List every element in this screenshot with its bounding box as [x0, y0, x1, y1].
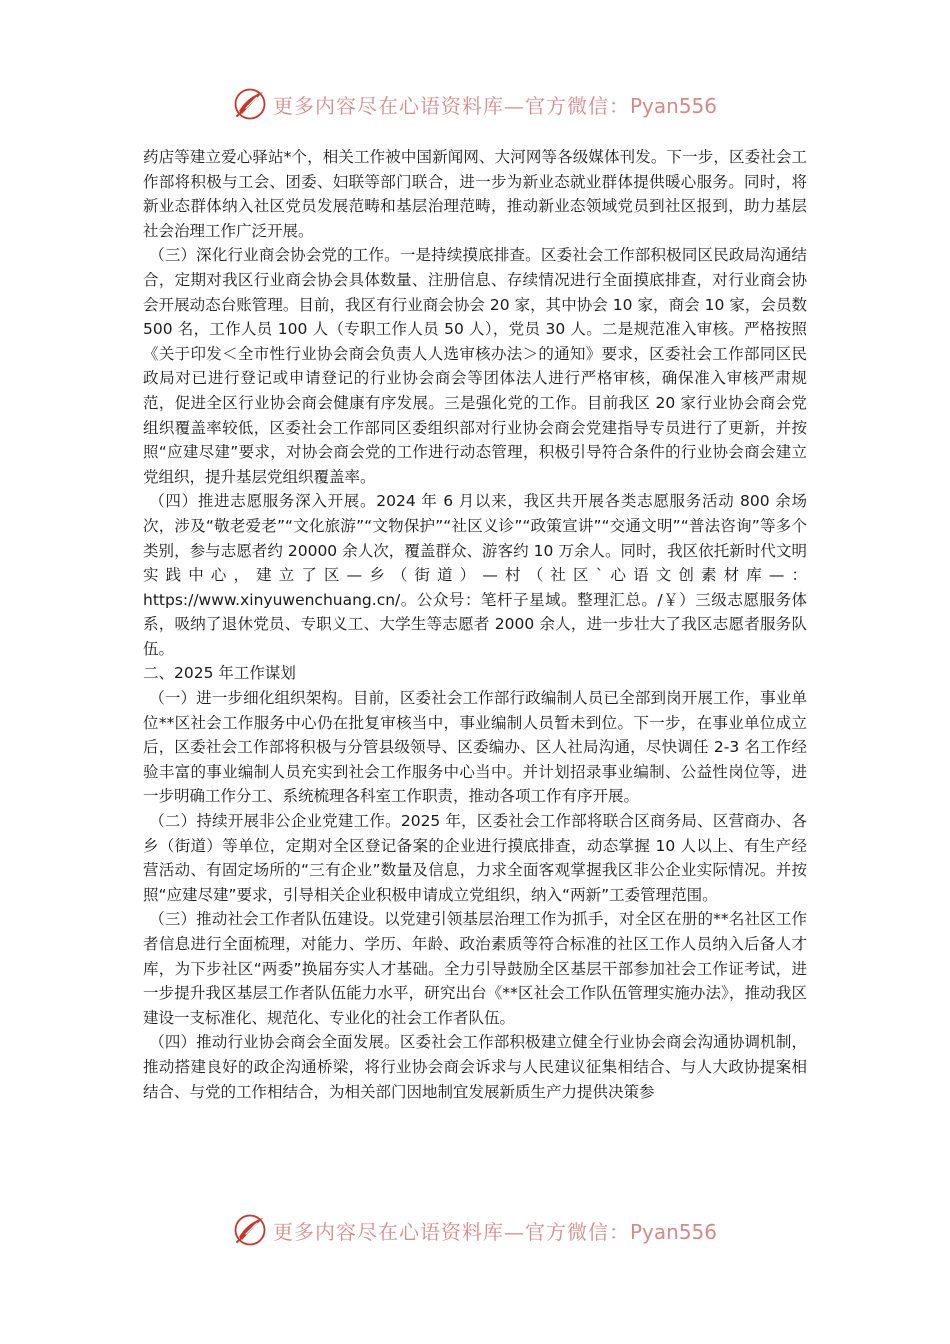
document-body — [143, 145, 807, 1104]
watermark-banner-top — [0, 82, 950, 126]
watermark-text: 更多内容尽在心语资料库—官方微信：Pyan556 — [272, 1219, 717, 1244]
watermark-wechat-id: Pyan556 — [629, 93, 717, 118]
pen-feather-logo-icon — [233, 1213, 267, 1247]
section-heading: 二、2025 年工作谋划 — [143, 664, 296, 683]
paragraph-8: （四）推动行业协会商会全面发展。区委社会工作部积极建立健全行业协会商会沟通协调机制，推动搭建良好的政企沟通桥梁，将行业协会商会诉求与人民建议征集相结合、与人大政协提案相结合、与党的工作相结合，为相关部门因地制宜发展新质生产力提供决策参 — [143, 1033, 807, 1101]
watermark-banner-bottom — [0, 1208, 950, 1252]
watermark-text: 更多内容尽在心语资料库—官方微信：Pyan556 — [272, 93, 717, 118]
watermark-wechat-id: Pyan556 — [629, 1219, 717, 1244]
paragraph-3: （四）推进志愿服务深入开展。2024 年 6 月以来，我区共开展各类志愿服务活动 800 余场次，涉及“敬老爱老”“文化旅游”“文物保护”“社区义诊”“政策宣讲”“交通文明”“普法咨询”等多个类别，参与志愿者约 20000 余人次，覆盖群众、游客约 10 万余人。同时，我区依托新时代文明实践中心，建立了区—乡（街道）—村（社区`心语文创素材库—：https://www.xinyuwenchuang.cn/。公众号：笔杆子星域。整理汇总。/￥）三级志愿服务体系，吸纳了退休党员、专职义工、大学生等志愿者 2000 余人，进一步壮大了我区志愿者服务队伍。 — [143, 492, 807, 658]
paragraph-1: 药店等建立爱心驿站*个，相关工作被中国新闻网、大河网等各级媒体刊发。下一步，区委社会工作部将积极与工会、团委、妇联等部门联合，进一步为新业态就业群体提供暖心服务。同时，将新业态群体纳入社区党员发展范畴和基层治理范畴，推动新业态领域党员到社区报到，助力基层社会治理工作广泛开展。 — [143, 148, 807, 240]
paragraph-2: （三）深化行业商会协会党的工作。一是持续摸底排查。区委社会工作部积极同区民政局沟通结合，定期对我区行业商会协会具体数量、注册信息、存续情况进行全面摸底排查，对行业商会协会开展动态台账管理。目前，我区有行业商会协会 20 家，其中协会 10 家，商会 10 家，会员数 500 名，工作人员 100 人（专职工作人员 50 人），党员 30 人。二是规范准入审核。严格按照《关于印发＜全市性行业协会商会负责人人选审核办法＞的通知》要求，区委社会工作部同区民政局对已进行登记或申请登记的行业协会商会等团体法人进行严格审核，确保准入审核严肃规范，促进全区行业协会商会健康有序发展。三是强化党的工作。目前我区 20 家行业协会商会党组织覆盖率较低，区委社会工作部同区委组织部对行业协会商会党建指导专员进行了更新，并按照“应建尽建”要求，对协会商会党的工作进行动态管理，积极引导符合条件的行业协会商会建立党组织，提升基层党组织覆盖率。 — [143, 246, 807, 486]
pen-feather-logo-icon — [233, 87, 267, 121]
paragraph-5: （一）进一步细化组织架构。目前，区委社会工作部行政编制人员已全部到岗开展工作，事业单位**区社会工作服务中心仍在批复审核当中，事业编制人员暂未到位。下一步，在事业单位成立后，区委社会工作部将积极与分管县级领导、区委编办、区人社局沟通，尽快调任 2-3 名工作经验丰富的事业编制人员充实到社会工作服务中心当中。并计划招录事业编制、公益性岗位等，进一步明确工作分工、系统梳理各科室工作职责，推动各项工作有序开展。 — [143, 689, 807, 806]
paragraph-6: （二）持续开展非公企业党建工作。2025 年，区委社会工作部将联合区商务局、区营商办、各乡（街道）等单位，定期对全区登记备案的企业进行摸底排查，动态掌握 10 人以上、有生产经营活动、有固定场所的“三有企业”数量及信息，力求全面客观掌握我区非公企业实际情况。并按照“应建尽建”要求，引导相关企业积极申请成立党组织，纳入“两新”工委管理范围。 — [143, 812, 807, 904]
paragraph-7: （三）推动社会工作者队伍建设。以党建引领基层治理工作为抓手，对全区在册的**名社区工作者信息进行全面梳理，对能力、学历、年龄、政治素质等符合标准的社区工作人员纳入后备人才库，为下步社区“两委”换届夯实人才基础。全力引导鼓励全区基层干部参加社会工作证考试，进一步提升我区基层工作者队伍能力水平，研究出台《**区社会工作队伍管理实施办法》，推动我区建设一支标准化、规范化、专业化的社会工作者队伍。 — [143, 910, 807, 1027]
